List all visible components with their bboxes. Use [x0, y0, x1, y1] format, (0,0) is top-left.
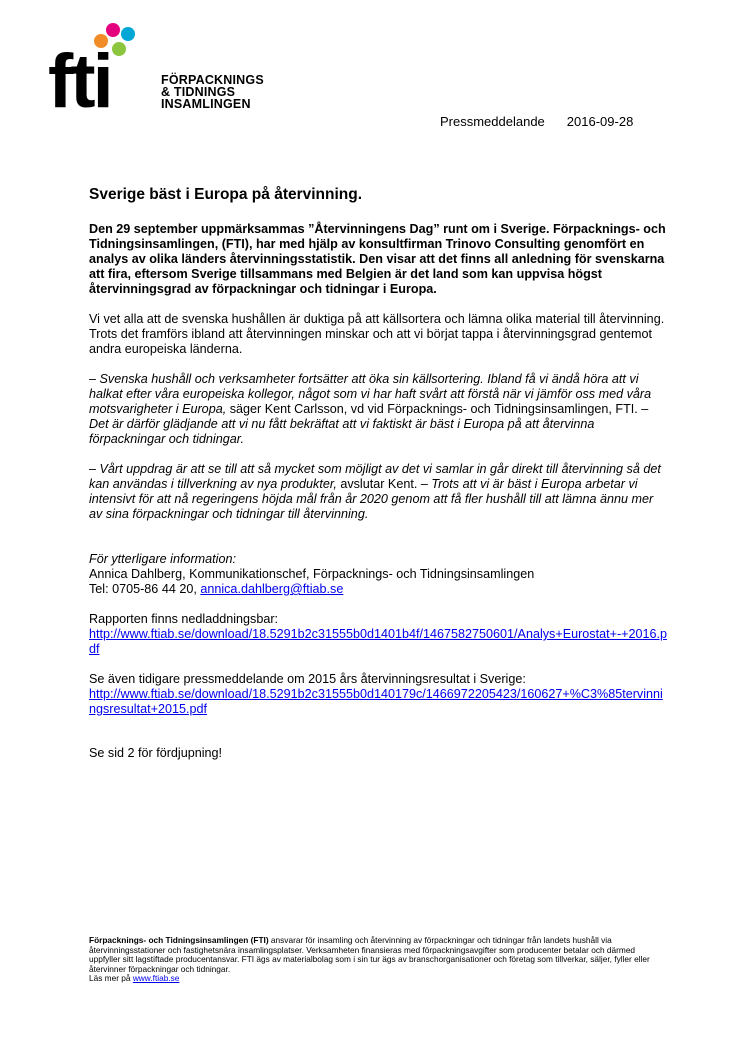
quote-1-attribution: säger Kent Carlsson, vd vid Förpacknings- och Tidningsinsamlingen, FTI. — [226, 402, 642, 416]
footer-website-link[interactable]: www.ftiab.se — [132, 973, 180, 984]
logo-dot-blue — [121, 27, 135, 41]
document-date: 2016-09-28 — [566, 114, 634, 129]
report-label: Rapporten finns nedladdningsbar: — [89, 612, 279, 626]
logo-line-2: & TIDNINGS — [161, 85, 236, 99]
earlier-release-link[interactable]: http://www.ftiab.se/download/18.5291b2c31555b0d140179c/1466972205423/160627+%C3%85tervinningsresultat+2015.pdf — [89, 687, 663, 716]
quote-1-part-b: – Det är därför glädjande att vi nu fått bekräftat att vi faktiskt är bäst i Europa på att återvinna förpackningar och tidningar. — [89, 402, 649, 446]
page-title: Sverige bäst i Europa på återvinning. — [89, 186, 363, 203]
contact-email-link[interactable]: annica.dahlberg@ftiab.se — [200, 582, 344, 596]
quote-2-attribution: avslutar Kent. — [336, 477, 421, 491]
document-type: Pressmeddelande — [440, 114, 545, 129]
footer — [89, 936, 659, 984]
body-paragraph-1: Vi vet alla att de svenska hushållen är duktiga på att källsortera och lämna olika material till återvinning. Trots det framförs ibland att återvinningen minskar och att vi börjat tappa i återvinningsgrad gentemot andra europeiska länderna. — [89, 312, 665, 356]
logo-letters: fti — [48, 39, 111, 124]
contact-phone: Tel: 0705-86 44 20, — [89, 582, 201, 596]
fti-logo — [48, 20, 288, 124]
report-link[interactable]: http://www.ftiab.se/download/18.5291b2c31555b0d1401b4f/1467582750601/Analys+Eurostat+-+2016.pdf — [89, 627, 668, 656]
earlier-release-info — [89, 672, 669, 717]
quote-paragraph-1 — [89, 372, 669, 447]
footer-org: Förpacknings- och Tidningsinsamlingen (FTI) — [89, 935, 269, 945]
footer-text: ansvarar för insamling och återvinning av förpackningar och tidningar från landets hushåll via återvinningsstationer och fastighetsnära insamlingsplatser. Verksamheten finansieras med förpackningsavgifter som producenter betalar och därmed uppfyller sitt lagstiftade producentansvar. FTI ägs av materialbolag som i sin tur ägs av branschorganisationer och företag som tillverkar, säljer, fyller eller återvinner förpackningar och tidningar. — [89, 935, 650, 974]
quote-1-part-a: – Svenska hushåll och verksamheter fortsätter att öka sin källsortering. Ibland få vi ändå höra att vi halkat efter våra europeiska kollegor, något som vi har haft svårt att förstå när vi jämför oss med våra motsvarigheter i Europa, — [89, 372, 652, 416]
report-info — [89, 612, 669, 657]
contact-name: Annica Dahlberg, Kommunikationschef, Förpacknings- och Tidningsinsamlingen — [89, 567, 535, 581]
logo-text — [161, 74, 264, 110]
logo-dot-pink — [106, 23, 120, 37]
quote-paragraph-2 — [89, 462, 669, 522]
contact-heading: För ytterligare information: — [89, 552, 236, 566]
see-page-2-note: Se sid 2 för fördjupning! — [89, 746, 223, 760]
logo-line-1: FÖRPACKNINGS — [161, 73, 264, 87]
quote-2-part-b: – Trots att vi är bäst i Europa arbetar vi intensivt för att nå regeringens höjda mål från år 2020 genom att få fler hushåll till att lämna ännu mer av sina förpackningar och tidningar till återvinning. — [89, 477, 654, 521]
quote-2-part-a: – Vårt uppdrag är att se till att så mycket som möjligt av det vi samlar in går direkt till återvinning så det kan användas i tillverkning av nya produkter, — [89, 462, 661, 491]
footer-read-more: Läs mer på — [89, 973, 133, 984]
logo-dot-green — [112, 42, 126, 56]
logo-line-3: INSAMLINGEN — [161, 97, 251, 111]
earlier-release-label: Se även tidigare pressmeddelande om 2015 års återvinningsresultat i Sverige: — [89, 672, 526, 686]
contact-info — [89, 552, 669, 597]
press-release-body — [89, 222, 669, 776]
lead-paragraph: Den 29 september uppmärksammas ”Återvinningens Dag” runt om i Sverige. Förpacknings- och Tidningsinsamlingen, (FTI), har med hjälp av konsultfirman Trinovo Consulting genomfört en analys av olika länders återvinningsstatistik. Den visar att det finns all anledning för svenskarna att fira, eftersom Sverige tillsammans med Belgien är det land som kan uppvisa högst återvinningsgrad av förpackningar och tidningar i Europa. — [89, 222, 666, 296]
document-header — [440, 114, 633, 129]
